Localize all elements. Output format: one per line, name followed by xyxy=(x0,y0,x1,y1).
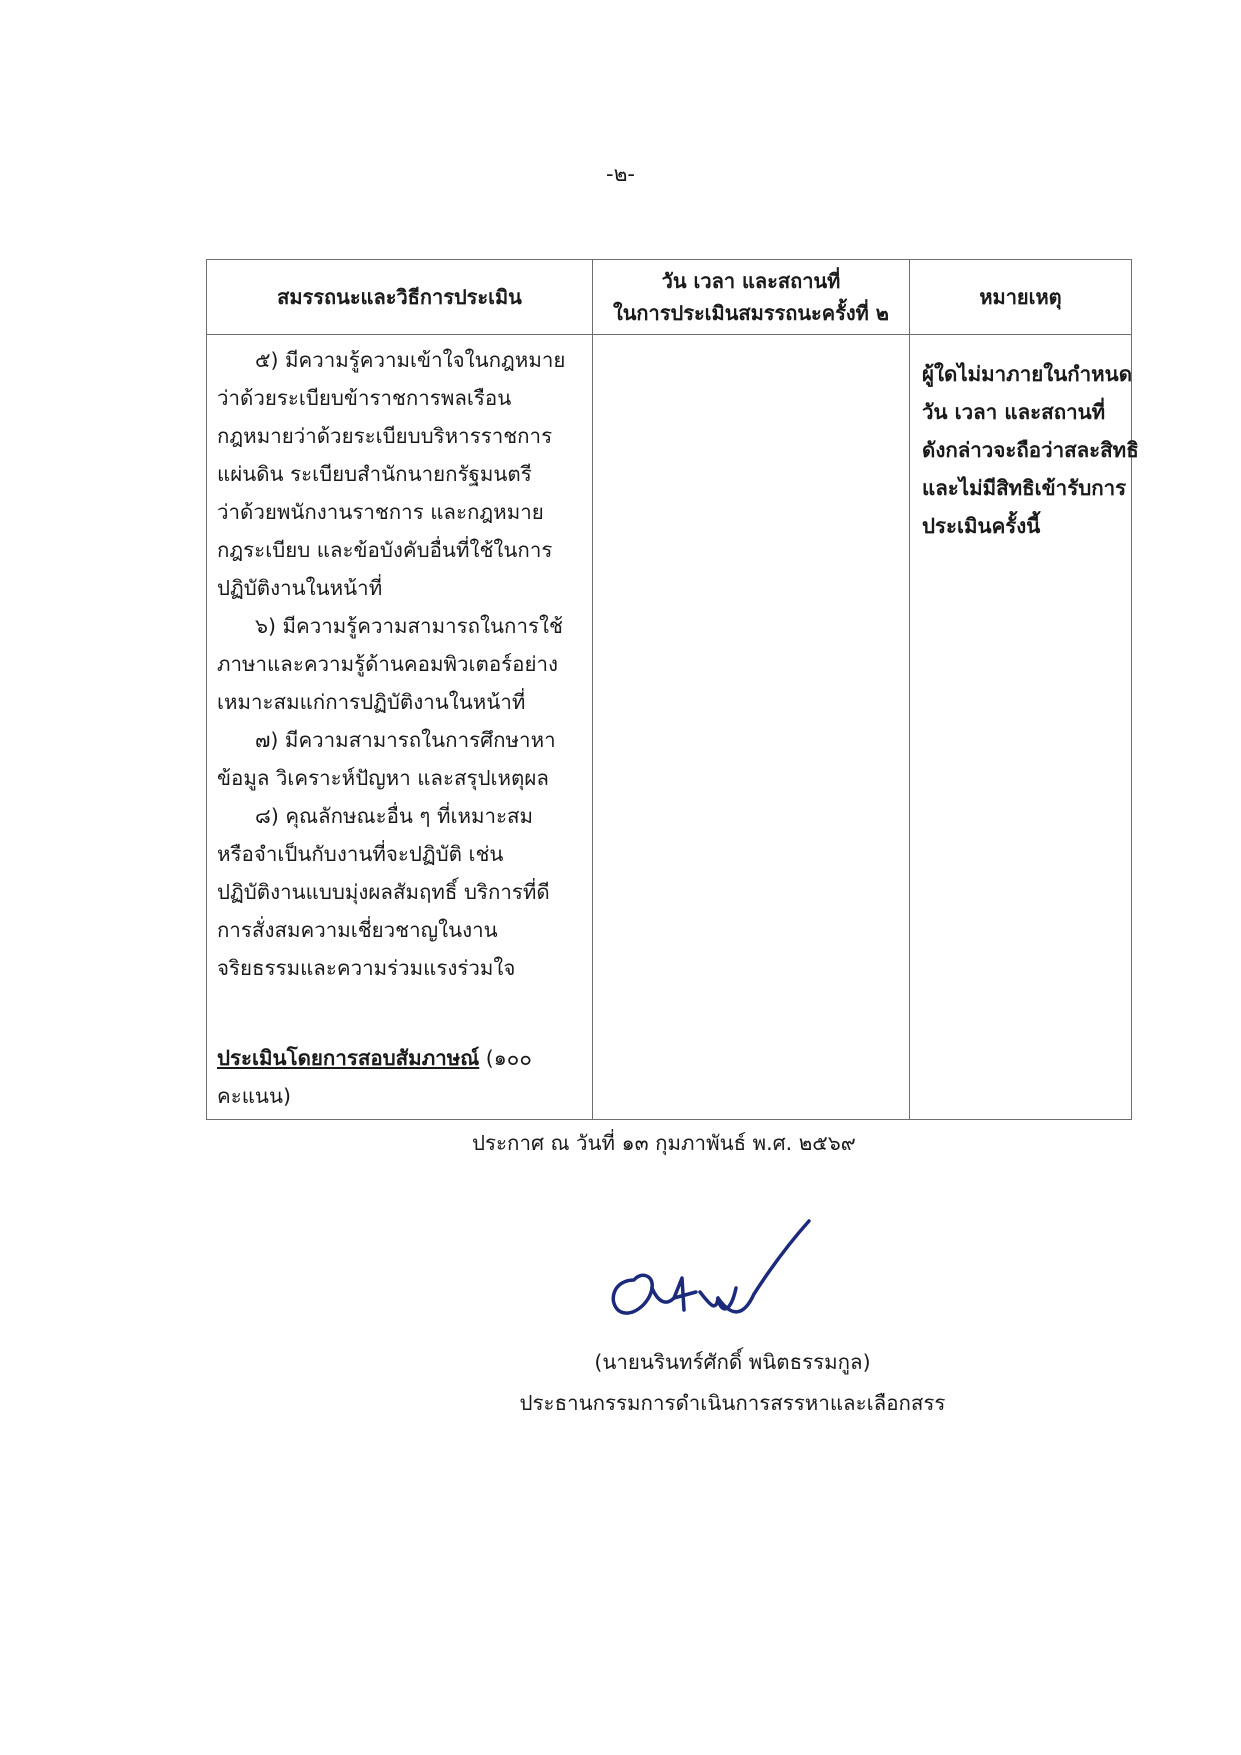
remark-line: ประเมินครั้งนี้ xyxy=(922,514,1041,538)
competency-cell xyxy=(207,335,593,1120)
table-header-row xyxy=(207,260,1132,335)
competency-line: ปฏิบัติงานแบบมุ่งผลสัมฤทธิ์ บริการที่ดี xyxy=(217,880,550,904)
remarks-cell xyxy=(910,335,1139,1120)
signer-name: (นายนรินทร์ศักดิ์ พนิตธรรมกูล) xyxy=(594,1350,871,1374)
header-competency-label: สมรรถนะและวิธีการประเมิน xyxy=(277,285,522,309)
signer-title: ประธานกรรมการดำเนินการสรรหาและเลือกสรร xyxy=(519,1391,946,1415)
assessment-table xyxy=(206,259,1139,1120)
assessment-method: ประเมินโดยการสอบสัมภาษณ์ xyxy=(217,1046,480,1070)
competency-line: เหมาะสมแก่การปฏิบัติงานในหน้าที่ xyxy=(217,690,526,714)
competency-line: กฎหมายว่าด้วยระเบียบบริหารราชการ xyxy=(217,424,553,448)
competency-line: ปฏิบัติงานในหน้าที่ xyxy=(217,576,383,600)
competency-line: ข้อมูล วิเคราะห์ปัญหา และสรุปเหตุผล xyxy=(217,766,549,790)
competency-line: จริยธรรมและความร่วมแรงร่วมใจ xyxy=(217,956,516,980)
header-datetime-line2: ในการประเมินสมรรถนะครั้งที่ ๒ xyxy=(612,301,889,325)
remark-line: วัน เวลา และสถานที่ xyxy=(922,400,1106,424)
spacer xyxy=(217,987,582,1039)
header-datetime-line1: วัน เวลา และสถานที่ xyxy=(661,269,841,293)
competency-line: แผ่นดิน ระเบียบสำนักนายกรัฐมนตรี xyxy=(217,462,532,486)
header-competency xyxy=(207,260,593,335)
remark-line: ดังกล่าวจะถือว่าสละสิทธิ xyxy=(922,438,1139,462)
table-row xyxy=(207,335,1132,1120)
header-remarks xyxy=(910,260,1132,335)
assessment-score-close: คะแนน) xyxy=(217,1084,291,1108)
competency-line: ๗) มีความสามารถในการศึกษาหา xyxy=(255,728,556,752)
competency-line: ว่าด้วยระเบียบข้าราชการพลเรือน xyxy=(217,386,512,410)
competency-line: ๖) มีความรู้ความสามารถในการใช้ xyxy=(255,614,563,638)
assessment-score-open: (๑๐๐ xyxy=(485,1046,532,1070)
signature xyxy=(604,1218,814,1326)
datetime-cell xyxy=(593,335,910,1120)
competency-line: หรือจำเป็นกับงานที่จะปฏิบัติ เช่น xyxy=(217,842,504,866)
assessment-method-line xyxy=(217,1039,582,1077)
page-number: -๒- xyxy=(606,162,635,186)
header-remarks-label: หมายเหตุ xyxy=(979,285,1062,309)
competency-line: กฎระเบียบ และข้อบังคับอื่นที่ใช้ในการ xyxy=(217,538,553,562)
remark-line: และไม่มีสิทธิเข้ารับการ xyxy=(922,476,1127,500)
competency-line: ภาษาและความรู้ด้านคอมพิวเตอร์อย่าง xyxy=(217,652,558,676)
competency-line: ๘) คุณลักษณะอื่น ๆ ที่เหมาะสม xyxy=(255,804,534,828)
header-datetime xyxy=(593,260,910,335)
competency-line: ๕) มีความรู้ความเข้าใจในกฎหมาย xyxy=(255,348,566,372)
announcement-date: ประกาศ ณ วันที่ ๑๓ กุมภาพันธ์ พ.ศ. ๒๕๖๙ xyxy=(472,1131,856,1155)
competency-line: ว่าด้วยพนักงานราชการ และกฎหมาย xyxy=(217,500,544,524)
remark-line: ผู้ใดไม่มาภายในกำหนด xyxy=(922,362,1133,386)
competency-line: การสั่งสมความเชี่ยวชาญในงาน xyxy=(217,918,498,942)
